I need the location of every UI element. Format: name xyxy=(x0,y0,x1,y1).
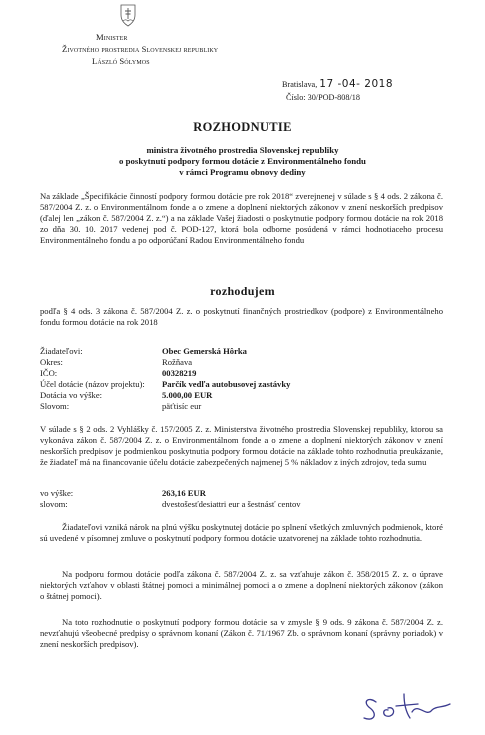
entitlement-paragraph: Žiadateľovi vzniká nárok na plnú výšku poskytnutej dotácie po splnení všetkých zmluvných podmienok, ktoré sú uvedené v písomnej zmluve o poskytnutí podpory formou dotácie uzatvorenej na základe tohto rozhodnutia. xyxy=(40,522,443,543)
detail-row-ico xyxy=(40,368,440,379)
signature-icon xyxy=(360,688,455,726)
amount-value: 263,16 EUR xyxy=(162,488,206,498)
state-aid-paragraph: Na podporu formou dotácie podľa zákona č. 587/2004 Z. z. sa vzťahuje zákon č. 358/2015 Z. z. o úprave niektorých vzťahov v oblasti štátnej pomoci a minimálnej pomoci a o zmene a doplnení niektorých zákonov (zákon o štátnej pomoci). xyxy=(40,569,443,601)
detail-value: Parčík vedľa autobusovej zastávky xyxy=(162,379,291,389)
cofinancing-paragraph: V súlade s § 2 ods. 2 Vyhlášky č. 157/2005 Z. z. Ministerstva životného prostredia Slovenskej republiky, ktorou sa vykonáva zákon č. 587/2004 Z. z. o Environmentálnom fonde a o zmene a doplnení niektorých zákonov v znení neskorších predpisov je podmienkou poskytnutia podpory formou dotácie na základe tohto rozhodnutia preukázanie, že žiadateľ má na financovanie účelu dotácie zabezpečených najmenej 5 % nákladov z iných zdrojov, teda sumu xyxy=(40,424,443,467)
amount-label: slovom: xyxy=(40,499,68,509)
detail-row-amount xyxy=(40,390,440,401)
detail-value: päťtisíc eur xyxy=(162,401,202,411)
amount-row-value xyxy=(40,488,440,499)
intro-paragraph: Na základe „Špecifikácie činností podpory formou dotácie pre rok 2018“ zverejnenej v súlade s § 4 ods. 2 zákona č. 587/2004 Z. z. o Environmentálnom fonde a o zmene a doplnení niektorých zákonov v znení neskorších predpisov (ďalej len „zákon č. 587/2004 Z. z.“) a na základe Vašej žiadosti o poskytnutie podpory formou dotácie na rok 2018 zo dňa 30. 10. 2017 vedenej pod č. POD-127, ktorá bola odborne posúdená v rámci hodnotiaceho procesu Environmentálneho fondu a po odporúčaní Radou Environmentálneho fondu xyxy=(40,191,443,245)
detail-label: Účel dotácie (názov projektu): xyxy=(40,379,145,389)
subtitle-line-1: ministra životného prostredia Slovenskej republiky xyxy=(146,145,339,155)
place-city: Bratislava, xyxy=(282,80,318,89)
detail-row-applicant xyxy=(40,346,440,357)
detail-value: 5.000,00 EUR xyxy=(162,390,213,400)
amount-row-words xyxy=(40,499,440,510)
subtitle-line-3: v rámci Programu obnovy dediny xyxy=(179,167,306,177)
detail-value: Rožňava xyxy=(162,357,193,367)
header-name: László Sólymos xyxy=(92,56,150,66)
detail-label: Slovom: xyxy=(40,401,70,411)
detail-label: IČO: xyxy=(40,368,58,378)
date-handwritten: 17 -04- 2018 xyxy=(319,78,393,90)
place-date xyxy=(282,78,393,90)
detail-row-words xyxy=(40,401,440,412)
header-minister: Minister xyxy=(96,32,128,42)
detail-label: Okres: xyxy=(40,357,63,367)
header-ministry: Životného prostredia Slovenskej republiky xyxy=(62,44,219,54)
detail-row-purpose xyxy=(40,379,440,390)
details-table xyxy=(40,346,440,412)
reference-number: Číslo: 30/POD-808/18 xyxy=(286,93,360,102)
detail-label: Žiadateľovi: xyxy=(40,346,83,356)
decide-heading: rozhodujem xyxy=(210,284,275,298)
amount-label: vo výške: xyxy=(40,488,74,498)
coat-of-arms-icon xyxy=(118,2,138,28)
document-title: ROZHODNUTIE xyxy=(193,120,292,134)
decide-paragraph: podľa § 4 ods. 3 zákona č. 587/2004 Z. z. o poskytnutí finančných prostriedkov (podpore) z Environmentálneho fondu formou dotácie na rok 2018 xyxy=(40,306,443,327)
detail-value: Obec Gemerská Hôrka xyxy=(162,346,247,356)
detail-row-district xyxy=(40,357,440,368)
amount-table xyxy=(40,488,440,510)
detail-label: Dotácia vo výške: xyxy=(40,390,103,400)
subtitle-line-2: o poskytnutí podpory formou dotácie z Environmentálneho fondu xyxy=(119,156,366,166)
procedure-paragraph: Na toto rozhodnutie o poskytnutí podpory formou dotácie sa v zmysle § 9 ods. 9 zákona č. 587/2004 Z. z. nevzťahujú všeobecné predpisy o správnom konaní (Zákon č. 71/1967 Zb. o správnom konaní (správny poriadok) v znení neskorších predpisov). xyxy=(40,617,443,649)
detail-value: 00328219 xyxy=(162,368,197,378)
amount-value: dvestošesťdesiattri eur a šestnásť centov xyxy=(162,499,301,509)
